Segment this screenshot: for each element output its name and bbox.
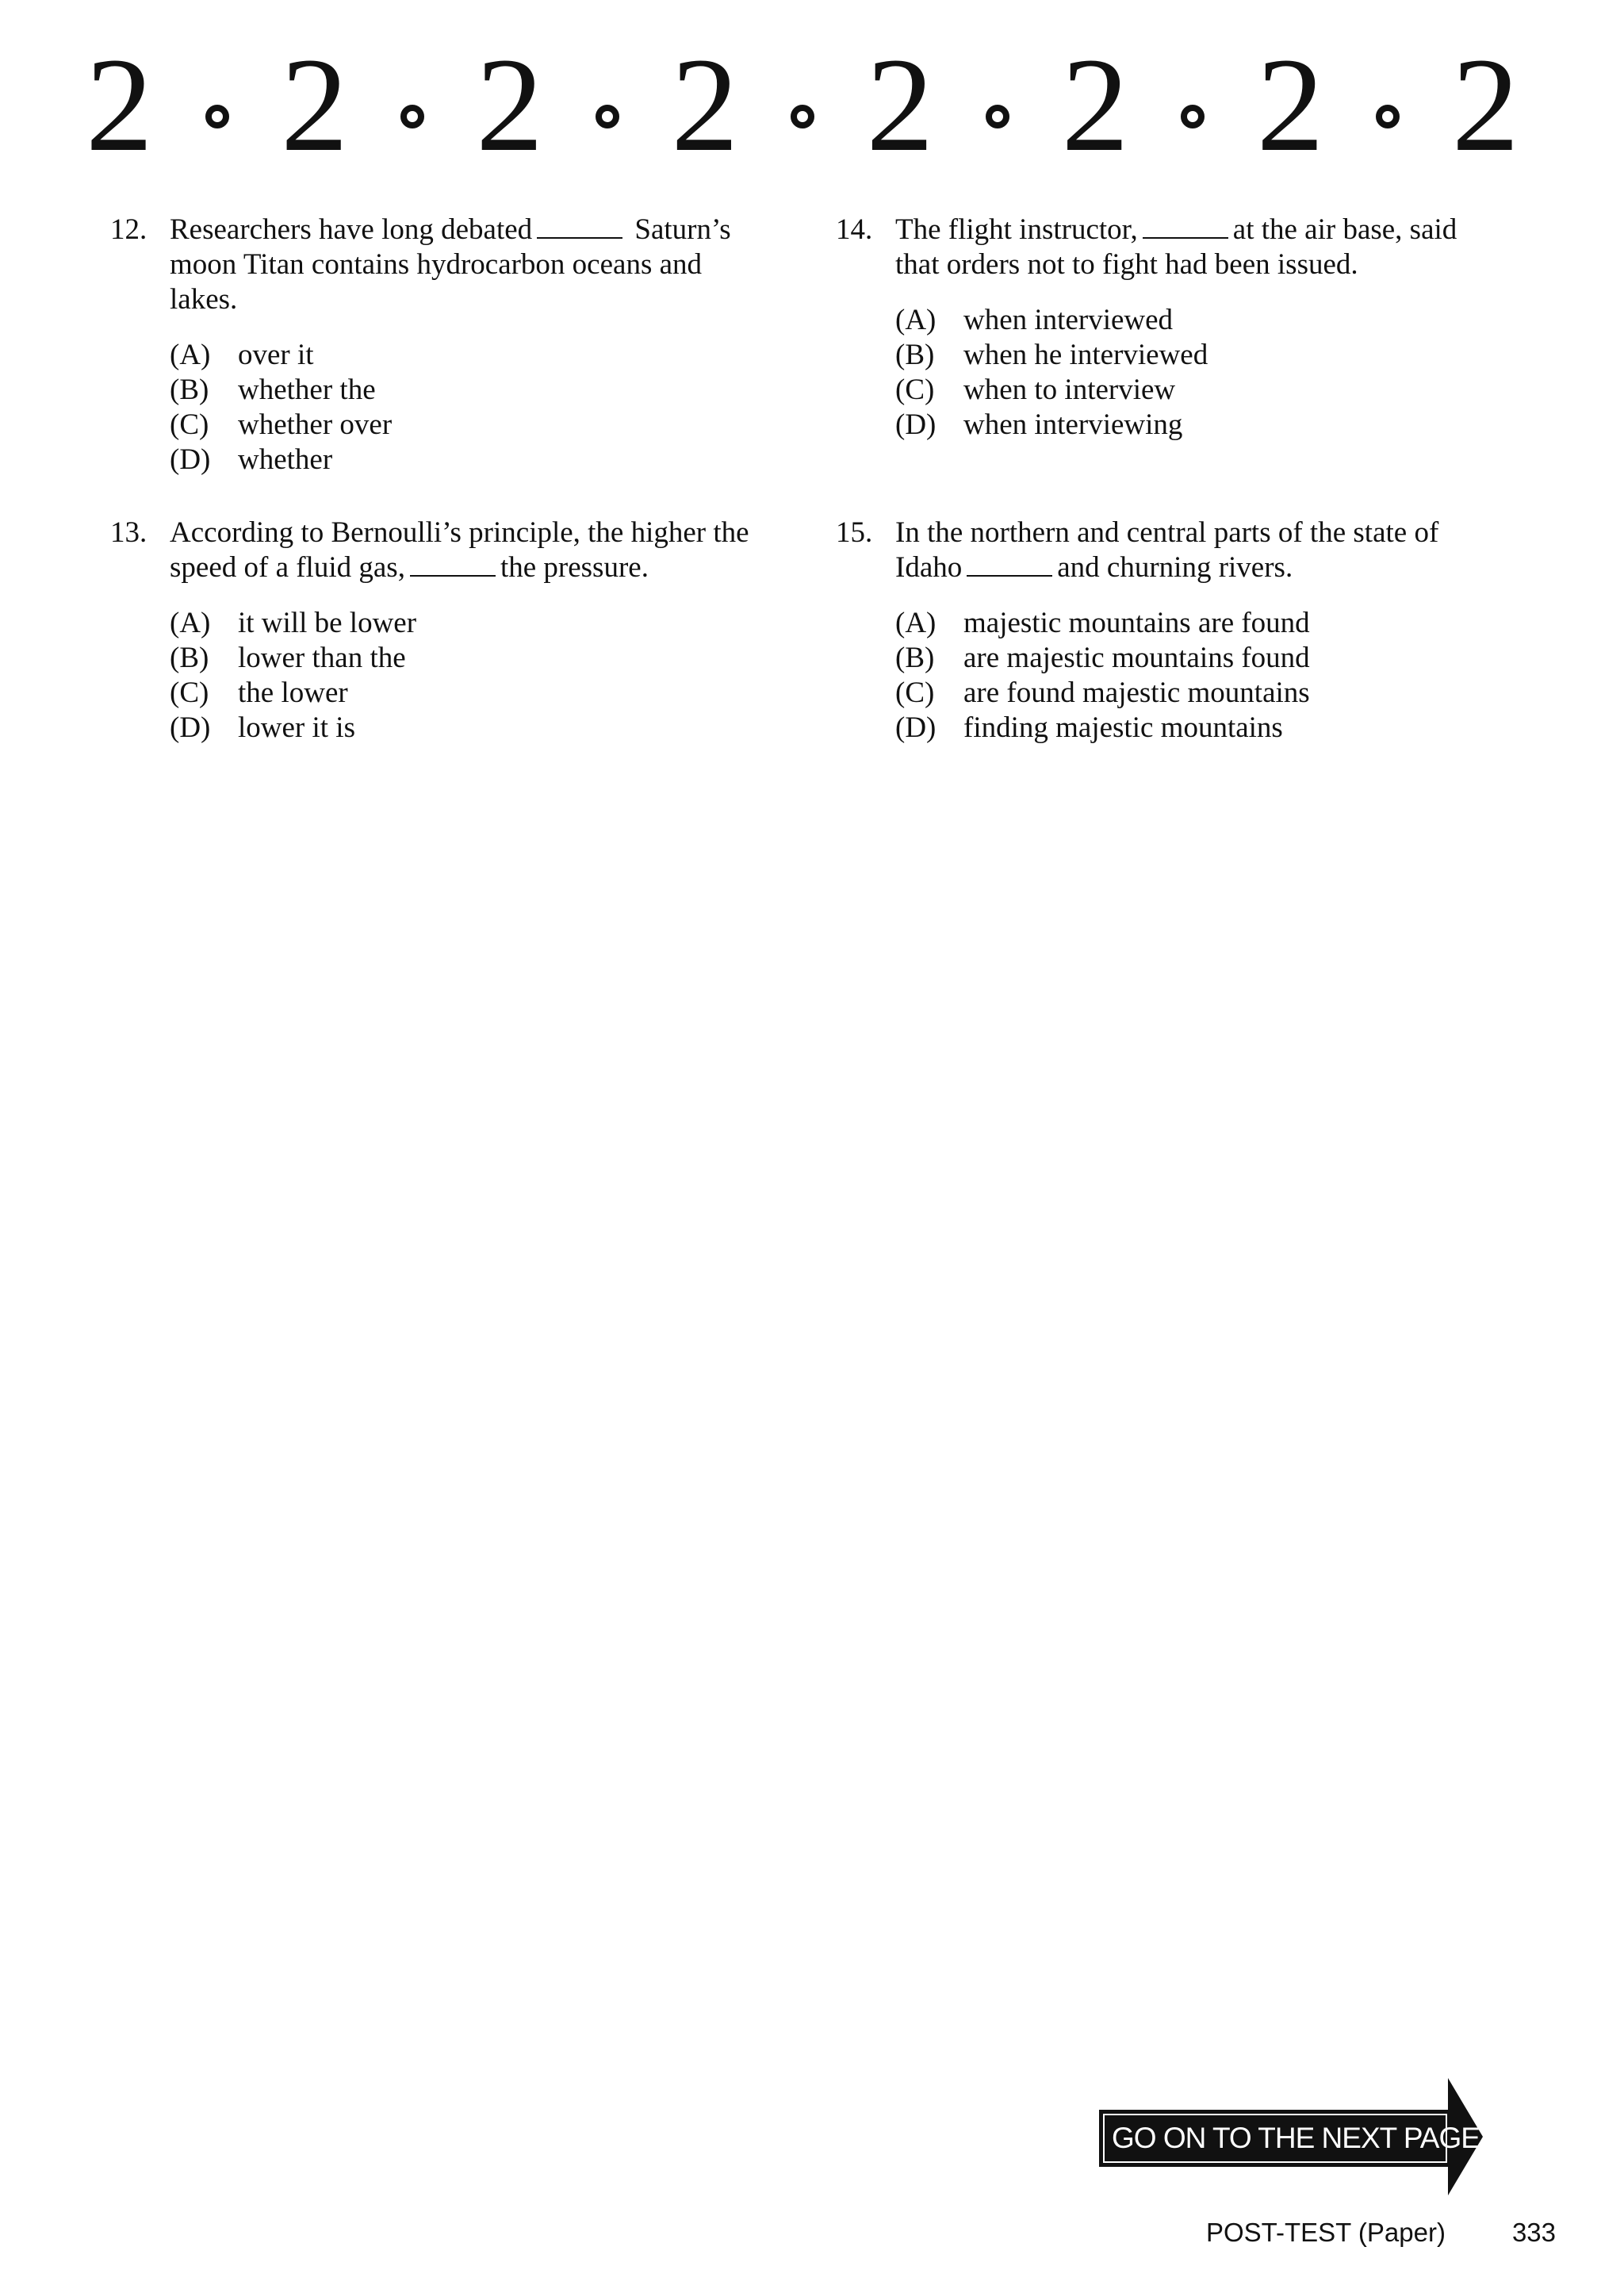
answer-options [836,303,1486,443]
go-on-to-next-page-arrow [1099,2078,1483,2195]
stem-text-before-blank: The flight instructor, [895,213,1138,246]
answer-blank [537,215,622,239]
question-number: 14. [836,213,873,246]
stem-text-after-blank: the pressure. [500,551,649,584]
next-page-label: GO ON TO THE NEXT PAGE [1112,2122,1480,2154]
banner-circle-icon [791,105,814,128]
section-digit: 2 [281,30,349,179]
option-letter: (C) [170,677,209,709]
banner-circle-icon [1376,105,1400,128]
answer-blank [1143,215,1228,239]
answer-option[interactable] [895,676,1486,711]
option-text: finding majestic mountains [963,711,1283,744]
option-text: when interviewing [963,408,1183,441]
option-letter: (D) [170,711,211,744]
question-15 [836,516,1486,746]
answer-option[interactable] [895,641,1486,676]
option-text: whether [238,443,333,476]
option-letter: (A) [895,304,936,336]
answer-option[interactable] [895,711,1486,746]
option-text: lower than the [238,642,406,674]
option-letter: (B) [170,374,209,406]
option-letter: (D) [170,443,211,476]
banner-circle-icon [596,105,619,128]
option-text: the lower [238,677,348,709]
answer-option[interactable] [170,606,760,641]
banner-circle-icon [986,105,1009,128]
option-text: majestic mountains are found [963,607,1310,639]
option-letter: (B) [895,339,935,371]
option-letter: (D) [895,408,936,441]
answer-option[interactable] [170,338,760,373]
banner-circle-icon [400,105,424,128]
question-14 [836,213,1486,443]
footer-section-title: POST-TEST (Paper) [1205,2218,1446,2247]
question-stem [110,516,760,585]
option-text: lower it is [238,711,355,744]
section-digit: 2 [476,30,544,179]
page-footer [1206,2217,1556,2249]
section-digit: 2 [866,30,934,179]
question-number: 15. [836,516,873,549]
question-13 [110,516,760,746]
question-stem [836,213,1486,282]
answer-option[interactable] [895,338,1486,373]
option-text: are found majestic mountains [963,677,1310,709]
option-letter: (C) [895,374,935,406]
answer-blank [410,553,496,577]
section-digit: 2 [86,30,153,179]
answer-blank [967,553,1052,577]
section-digit: 2 [1256,30,1324,179]
option-letter: (C) [170,408,209,441]
section-digit: 2 [1061,30,1129,179]
answer-options [110,606,760,746]
stem-text-before-blank: In the northern and central parts of the state of Idaho [895,516,1439,584]
option-text: it will be lower [238,607,417,639]
option-letter: (B) [895,642,935,674]
answer-option[interactable] [895,606,1486,641]
stem-text-after-blank: at the air base, said that orders not to fight had been issued. [895,213,1457,281]
section-digit: 2 [1451,30,1519,179]
question-stem [836,516,1486,585]
answer-option[interactable] [895,373,1486,408]
banner-circle-icon [205,105,229,128]
answer-option[interactable] [170,711,760,746]
question-number: 12. [110,213,147,246]
option-text: whether the [238,374,376,406]
question-number: 13. [110,516,147,549]
option-text: when he interviewed [963,339,1208,371]
option-letter: (C) [895,677,935,709]
banner-circle-icon [1181,105,1205,128]
answer-option[interactable] [170,443,760,477]
answer-option[interactable] [170,641,760,676]
answer-options [110,338,760,477]
option-letter: (A) [895,607,936,639]
option-letter: (D) [895,711,936,744]
answer-option[interactable] [170,408,760,443]
option-letter: (A) [170,607,211,639]
page-number: 333 [1511,2218,1556,2247]
option-text: are majestic mountains found [963,642,1310,674]
answer-options [836,606,1486,746]
option-letter: (A) [170,339,211,371]
question-12 [110,213,760,477]
question-stem [110,213,760,317]
stem-text-after-blank: and churning rivers. [1057,551,1293,584]
stem-text-after-blank: Saturn’s moon Titan contains hydrocarbon oceans and lakes. [170,213,731,316]
option-text: whether over [238,408,393,441]
section-digit: 2 [671,30,739,179]
stem-text-before-blank: According to Bernoulli’s principle, the higher the speed of a fluid gas, [170,516,749,584]
option-text: when to interview [963,374,1176,406]
answer-option[interactable] [895,408,1486,443]
answer-option[interactable] [895,303,1486,338]
stem-text-before-blank: Researchers have long debated [170,213,533,246]
section-number-banner [86,30,1519,179]
option-text: over it [238,339,314,371]
option-text: when interviewed [963,304,1174,336]
answer-option[interactable] [170,373,760,408]
option-letter: (B) [170,642,209,674]
answer-option[interactable] [170,676,760,711]
